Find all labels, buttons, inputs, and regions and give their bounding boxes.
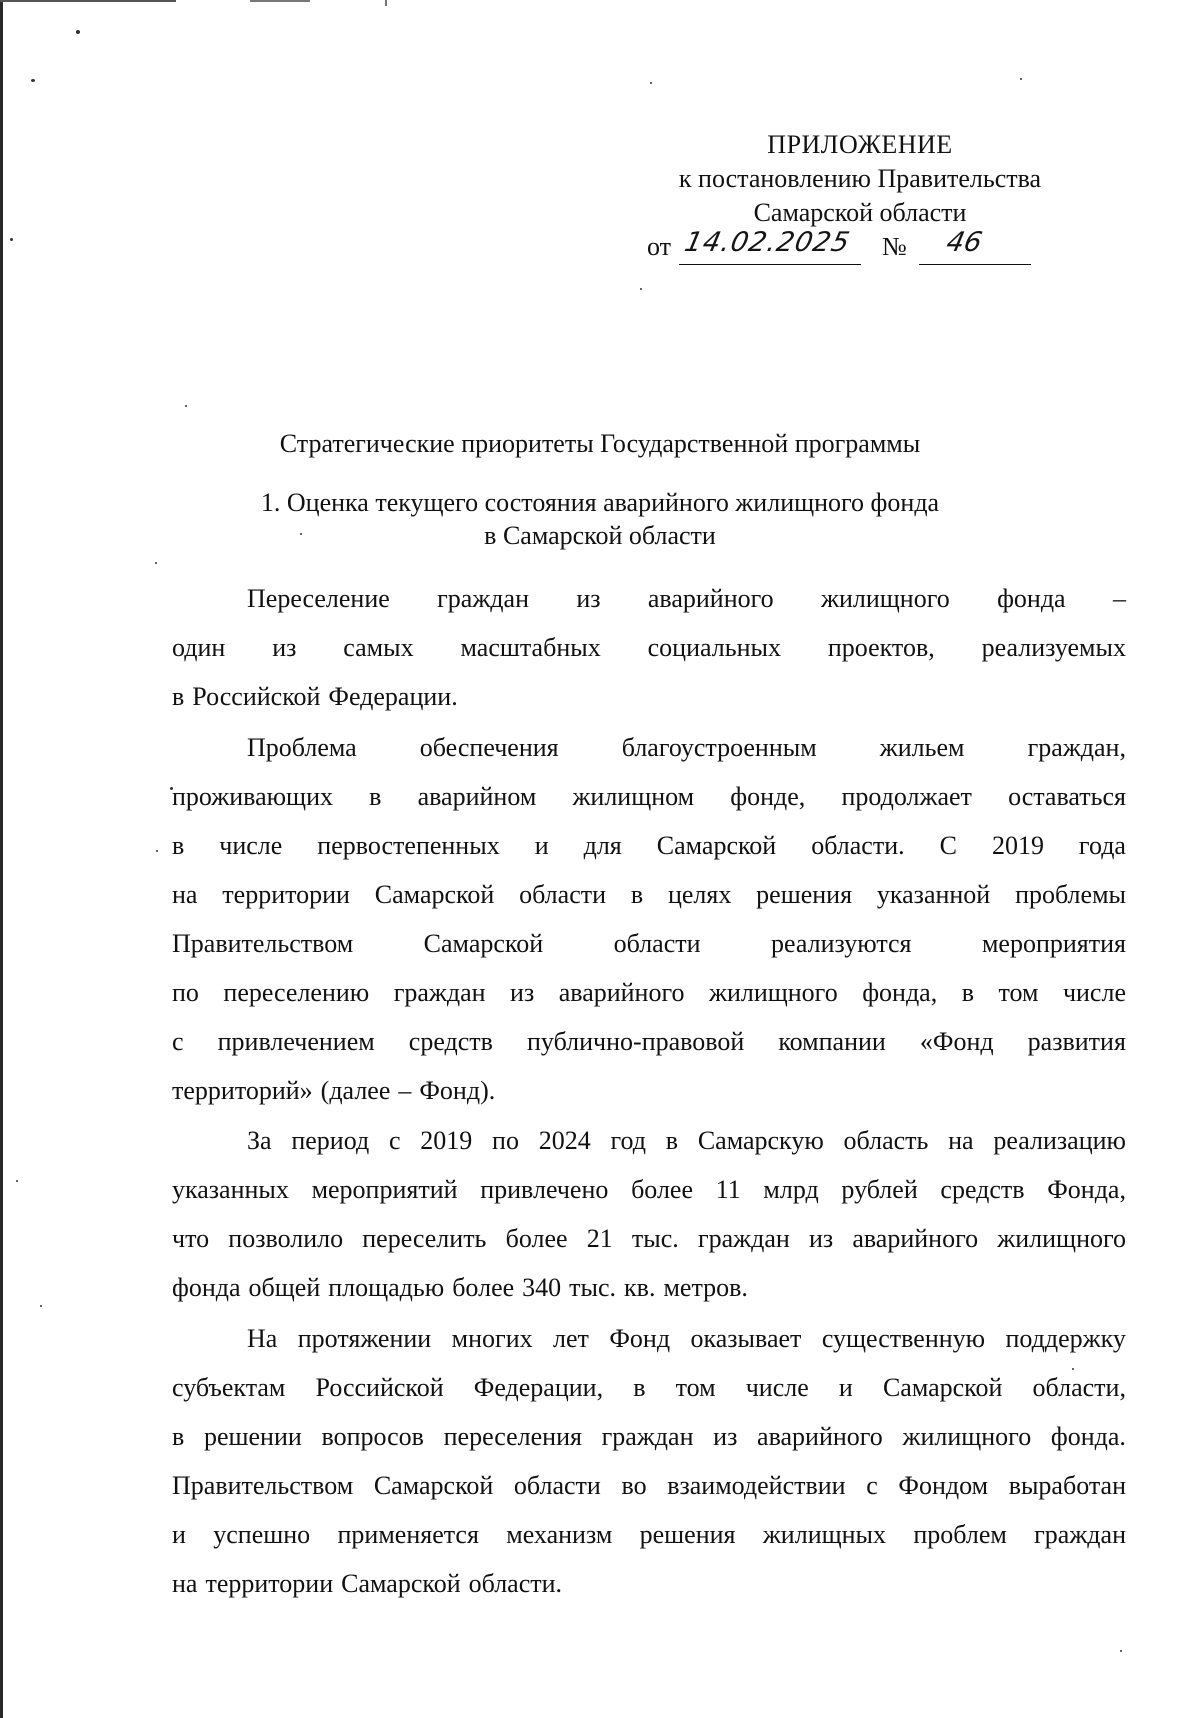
- scan-speck: [155, 562, 157, 564]
- paragraph-line: в решении вопросов переселения граждан из аварийного жилищного фонда.: [172, 1422, 1126, 1451]
- section-title-line-2: в Самарской области: [484, 521, 716, 550]
- section-title-line-1: 1. Оценка текущего состояния аварийного жилищного фонда: [260, 488, 940, 517]
- paragraph-line: один из самых масштабных социальных проектов, реализуемых: [172, 633, 1126, 662]
- scan-speck: [1020, 78, 1022, 80]
- paragraph: [172, 1314, 1126, 1608]
- appendix-region-line: Самарской области: [753, 198, 967, 227]
- paragraph-line: с привлечением средств публично-правовой компании «Фонд развития: [172, 1027, 1126, 1056]
- appendix-resolution-line: к постановлению Правительства: [678, 164, 1042, 193]
- scan-speck: [76, 30, 80, 34]
- paragraph-line: Правительством Самарской области реализуются мероприятия: [172, 929, 1126, 958]
- scan-edge-left: [0, 0, 3, 1718]
- paragraph-line: Правительством Самарской области во взаимодействии с Фондом выработан: [172, 1471, 1126, 1500]
- paragraph-line: территорий» (далее – Фонд).: [172, 1076, 496, 1105]
- appendix-header: [640, 128, 1080, 230]
- document-title: Стратегические приоритеты Государственной программы: [279, 429, 921, 458]
- scan-speck: [10, 238, 13, 241]
- resolution-date-number: [647, 227, 1047, 266]
- number-sign: №: [882, 232, 907, 261]
- paragraph-line: на территории Самарской области.: [172, 1569, 563, 1598]
- date-prefix: от: [647, 232, 672, 261]
- scan-speck: [31, 79, 35, 82]
- paragraph-line: и успешно применяется механизм решения жилищных проблем граждан: [172, 1520, 1126, 1549]
- paragraph-line: указанных мероприятий привлечено более 11 млрд рублей средств Фонда,: [172, 1175, 1126, 1204]
- scan-speck: [1120, 1650, 1122, 1652]
- paragraph-line: на территории Самарской области в целях решения указанной проблемы: [172, 880, 1126, 909]
- handwritten-date: 14.02.2025: [681, 227, 853, 258]
- paragraph-line: Проблема обеспечения благоустроенным жильем граждан,: [247, 733, 1126, 762]
- scan-speck: [185, 405, 187, 407]
- paragraph-line: проживающих в аварийном жилищном фонде, продолжает оставаться: [172, 782, 1126, 811]
- section-title: [100, 486, 1100, 552]
- scan-edge-top-fragment: [250, 0, 310, 2]
- paragraph: [172, 723, 1126, 1115]
- paragraph-line: в числе первостепенных и для Самарской области. С 2019 года: [172, 831, 1126, 860]
- paragraph-line: фонда общей площадью более 340 тыс. кв. метров.: [172, 1273, 748, 1302]
- scan-edge-top: [0, 0, 176, 2]
- paragraph-line: субъектам Российской Федерации, в том числе и Самарской области,: [172, 1373, 1126, 1402]
- paragraph-line: что позволило переселить более 21 тыс. граждан из аварийного жилищного: [172, 1224, 1126, 1253]
- scan-edge-top-tick: [385, 0, 387, 6]
- scan-speck: [156, 850, 158, 852]
- scan-speck: [640, 288, 642, 290]
- paragraph: [172, 1116, 1126, 1312]
- paragraph-line: За период с 2019 по 2024 год в Самарскую область на реализацию: [247, 1126, 1126, 1155]
- scan-speck: [650, 82, 652, 84]
- paragraph-line: Переселение граждан из аварийного жилищного фонда –: [247, 584, 1126, 613]
- scan-speck: [16, 1180, 18, 1182]
- handwritten-number: 46: [943, 227, 985, 258]
- paragraph-line: в Российской Федерации.: [172, 682, 458, 711]
- scan-speck: [40, 1305, 42, 1307]
- appendix-title: ПРИЛОЖЕНИЕ: [767, 130, 953, 159]
- paragraph-line: На протяжении многих лет Фонд оказывает существенную поддержку: [247, 1324, 1126, 1353]
- paragraph-line: по переселению граждан из аварийного жилищного фонда, в том числе: [172, 978, 1126, 1007]
- paragraph: [172, 574, 1126, 721]
